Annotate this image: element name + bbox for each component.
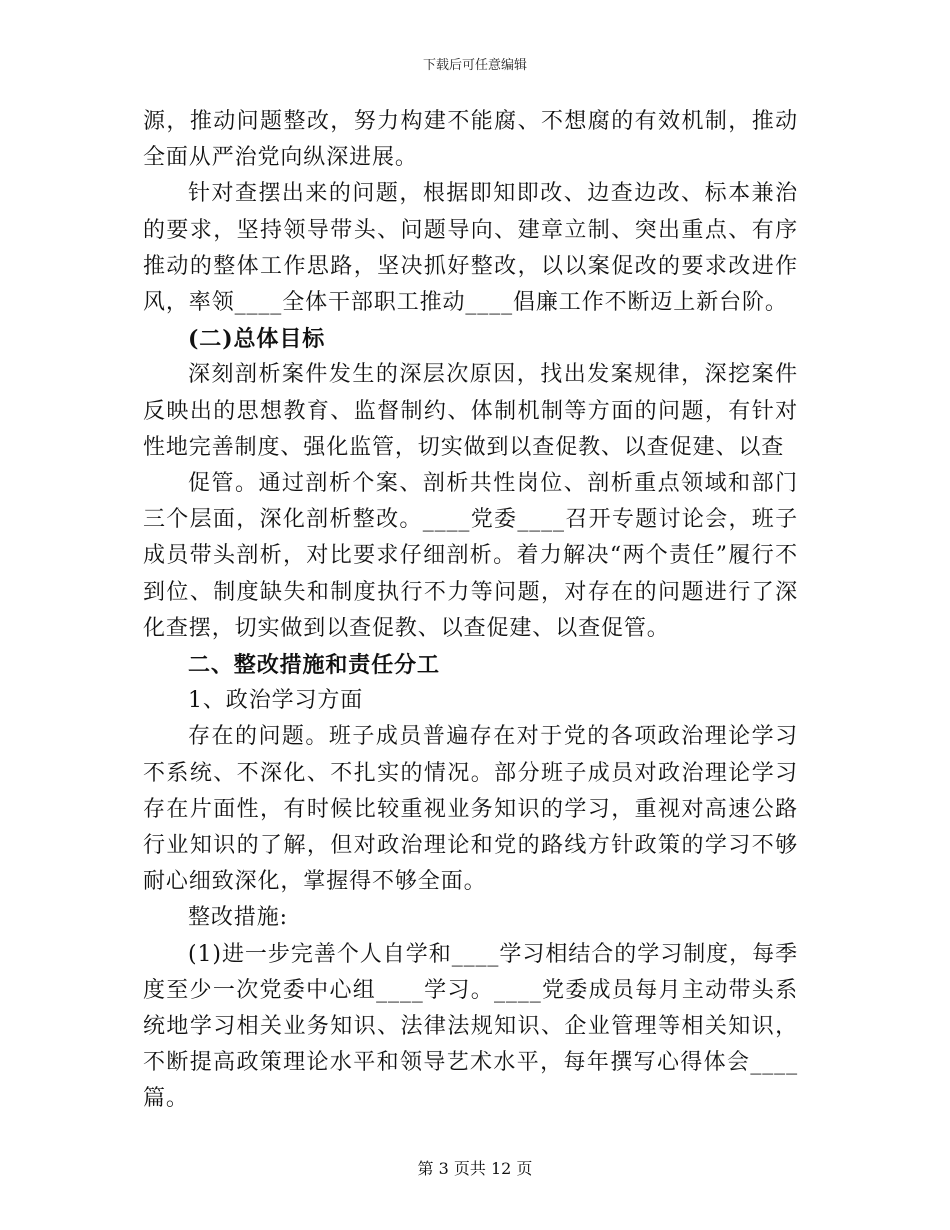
page-number: 第 3 页共 12 页 xyxy=(417,1159,533,1178)
subsection-heading-political-study: 1、政治学习方面 xyxy=(188,688,364,714)
paragraph-continuation: 源，推动问题整改，努力构建不能腐、不想腐的有效机制，推动全面从严治党向纵深进展。 xyxy=(143,109,798,171)
paragraph-case-analysis: 深刻剖析案件发生的深层次原因，找出发案规律，深挖案件反映出的思想教育、监督制约、体制机制等方面的问题，有针对性地完善制度、强化监管，切实做到以查促教、以查促建、以查 xyxy=(143,362,798,460)
paragraph-existing-problems: 存在的问题。班子成员普遍存在对于党的各项政治理论学习不系统、不深化、不扎实的情况。部分班子成员对政治理论学习存在片面性，有时候比较重视业务知识的学习，重视对高速公路行业知识的了解，但对政治理论和党的路线方针政策的学习不够耐心细致深化，掌握得不够全面。 xyxy=(143,724,798,895)
paragraph-deepen-analysis: 促管。通过剖析个案、剖析共性岗位、剖析重点领域和部门三个层面，深化剖析整改。____党委____召开专题讨论会，班子成员带头剖析，对比要求仔细剖析。着力解决“两个责任”履行不到位、制度缺失和制度执行不力等问题，对存在的问题进行了深化查摆，切实做到以查促教、以查促建、以查促管。 xyxy=(143,471,798,641)
paragraph-rectification-approach: 针对查摆出来的问题，根据即知即改、边查边改、标本兼治的要求，坚持领导带头、问题导向、建章立制、突出重点、有序推动的整体工作思路，坚决抓好整改，以以案促改的要求改进作风，率领____全体干部职工推动____倡廉工作不断迈上新台阶。 xyxy=(143,181,798,316)
document-body xyxy=(143,104,798,1118)
paragraph-measure-1: (1)进一步完善个人自学和____学习相结合的学习制度，每季度至少一次党委中心组____学习。____党委成员每月主动带头系统地学习相关业务知识、法律法规知识、企业管理等相关知识，不断提高政策理论水平和领导艺术水平，每年撰写心得体会____篇。 xyxy=(143,941,798,1112)
header-note: 下载后可任意编辑 xyxy=(422,58,527,73)
section-heading-overall-goal: (二)总体目标 xyxy=(188,326,326,353)
section-heading-measures: 二、整改措施和责任分工 xyxy=(188,652,440,679)
label-rectification-measures: 整改措施: xyxy=(188,905,288,931)
